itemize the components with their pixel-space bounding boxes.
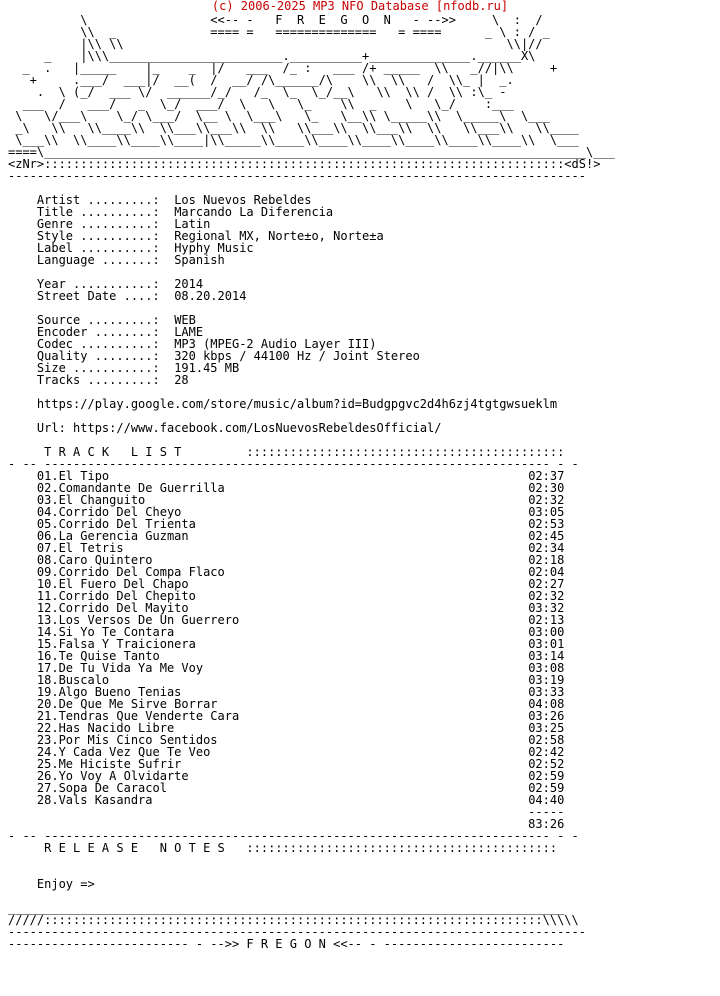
logo-art-line: ___ / ___/ _ \_/ ___/ \ \ \_ \\ _ \ \_/ :___: [8, 97, 514, 111]
logo-art-line: \ \/___\ \_/ \___/ \__ \ \___\ \_ \__\\ \_____\\ \_____\ \___: [8, 109, 550, 123]
track-title: 11.Corrido Del Chepito: [36, 589, 196, 603]
track-duration: 02:32: [528, 493, 565, 507]
logo-art-line: |\\ \\ \\|//: [8, 37, 543, 51]
track-title: 24.Y Cada Vez Que Te Veo: [36, 745, 211, 759]
track-title: 21.Tendras Que Venderte Cara: [36, 709, 240, 723]
footer-art-line: --------------------------------------------------------------------------------: [8, 925, 586, 939]
track-duration: 02:42: [528, 745, 565, 759]
track-title: 25.Me Hiciste Sufrir: [36, 757, 182, 771]
release-notes-header: R E L E A S E N O T E S :::::::::::::::::::::::::::::::::::::::::::: [8, 841, 558, 855]
logo-art-line: _ . |_____ |_ _ |/ ___ /_ : ___ /+ _____ \\ _//|\\ +: [8, 61, 558, 75]
track-duration: 03:05: [528, 505, 565, 519]
info-value-codec: MP3 (MPEG-2 Audio Layer III): [174, 337, 377, 351]
track-title: 22.Has Nacido Libre: [36, 721, 175, 735]
info-label-size: Size ...........:: [36, 361, 175, 375]
footer-art-line: /////:::::::::::::::::::::::::::::::::::::::::::::::::::::::::::::::::::::\\\\\: [8, 913, 579, 927]
info-label-artist: Artist .........:: [36, 193, 175, 207]
track-title: 17.De Tu Vida Ya Me Voy: [36, 661, 204, 675]
track-duration: 03:26: [528, 709, 565, 723]
info-label-tracks: Tracks .........:: [36, 373, 175, 387]
total-separator: -----: [528, 805, 565, 819]
release-notes-text: Enjoy =>: [36, 877, 95, 891]
track-duration: 03:33: [528, 685, 565, 699]
track-duration: 03:08: [528, 661, 565, 675]
track-duration: 02:04: [528, 565, 565, 579]
track-duration: 02:32: [528, 589, 565, 603]
logo-art-line: . \ (_/ ___ \/ ______/_/ /_ \_ \_/__\ \\ \\ / \\ :\_ -: [8, 85, 507, 99]
nfo-text: [8, 14, 615, 950]
nfo-line: [8, 841, 557, 855]
site-credit: (c) 2006-2025 MP3 NFO Database [nfodb.ru]: [211, 0, 509, 13]
info-label-genre: Genre ..........:: [36, 217, 175, 231]
total-time: 83:26: [528, 817, 565, 831]
track-title: 12.Corrido Del Mayito: [36, 601, 189, 615]
track-title: 08.Caro Quintero: [36, 553, 153, 567]
info-value-street-date: 08.20.2014: [174, 289, 247, 303]
track-title: 19.Algo Bueno Tenias: [36, 685, 182, 699]
info-value-year: 2014: [174, 277, 204, 291]
track-title: 07.El Tetris: [36, 541, 124, 555]
info-value-language: Spanish: [174, 253, 225, 267]
info-label-encoder: Encoder ........:: [36, 325, 175, 339]
track-duration: 02:37: [528, 469, 565, 483]
tracklist-header: T R A C K L I S T ::::::::::::::::::::::::::::::::::::::::::::: [8, 445, 565, 459]
track-title: 18.Buscalo: [36, 673, 110, 687]
logo-art-line: _ |\\\________________________.__________+______________.______X\: [8, 49, 536, 63]
track-title: 15.Falsa Y Traicionera: [36, 637, 196, 651]
track-duration: 02:30: [528, 481, 565, 495]
track-duration: 02:58: [528, 733, 565, 747]
info-value-label: Hyphy Music: [174, 241, 254, 255]
info-label-codec: Codec ..........:: [36, 337, 175, 351]
track-title: 10.El Fuero Del Chapo: [36, 577, 189, 591]
store-link[interactable]: https://play.google.com/store/music/album?id=Budgpgvc2d4h6zj4tgtgwsueklm: [36, 397, 558, 411]
nfo-line: [8, 253, 225, 267]
track-duration: 02:52: [528, 757, 565, 771]
nfo-line: [8, 937, 564, 951]
info-value-genre: Latin: [174, 217, 211, 231]
nfo-line: [8, 169, 586, 183]
track-duration: 03:00: [528, 625, 565, 639]
track-title: 06.La Gerencia Guzman: [36, 529, 189, 543]
footer-signature: ------------------------- - -->> F R E G O N <<-- - -------------------------: [8, 937, 565, 951]
track-duration: 03:32: [528, 601, 565, 615]
track-duration: 02:34: [528, 541, 565, 555]
section-divider: - -- ---------------------------------------------------------------------- - -: [8, 829, 579, 843]
info-label-year: Year ...........:: [36, 277, 175, 291]
track-title: 01.El Tipo: [36, 469, 110, 483]
track-title: 20.De Que Me Sirve Borrar: [36, 697, 218, 711]
info-value-source: WEB: [174, 313, 196, 327]
logo-art-line: <zNr>::::::::::::::::::::::::::::::::::::::::::::::::::::::::::::::::::::::::<dS!>: [8, 157, 601, 171]
info-label-quality: Quality ........:: [36, 349, 175, 363]
info-value-artist: Los Nuevos Rebeldes: [174, 193, 312, 207]
logo-art-line: --------------------------------------------------------------------------------: [8, 169, 586, 183]
track-duration: 04:08: [528, 697, 565, 711]
info-value-size: 191.45 MB: [174, 361, 240, 375]
info-label-style: Style ..........:: [36, 229, 175, 243]
track-title: 23.Por Mis Cinco Sentidos: [36, 733, 218, 747]
info-label-street-date: Street Date ....:: [36, 289, 175, 303]
info-value-tracks: 28: [174, 373, 189, 387]
track-duration: 02:13: [528, 613, 565, 627]
track-duration: 03:25: [528, 721, 565, 735]
track-duration: 02:27: [528, 577, 565, 591]
nfo-line: [8, 289, 246, 303]
info-label-label: Label ..........:: [36, 241, 175, 255]
track-title: 02.Comandante De Guerrilla: [36, 481, 225, 495]
info-value-quality: 320 kbps / 44100 Hz / Joint Stereo: [174, 349, 420, 363]
nfo-line: [8, 373, 189, 387]
track-title: 05.Corrido Del Trienta: [36, 517, 196, 531]
info-label-title: Title ..........:: [36, 205, 175, 219]
info-value-encoder: LAME: [174, 325, 204, 339]
info-label-source: Source .........:: [36, 313, 175, 327]
track-duration: 04:40: [528, 793, 565, 807]
track-title: 14.Si Yo Te Contara: [36, 625, 175, 639]
logo-art-line: \___\\ \\____\\____\\____|\\_____\\____\\____\\____\\____\\____\\____\\ \___: [8, 133, 579, 147]
track-duration: 02:53: [528, 517, 565, 531]
track-duration: 02:45: [528, 529, 565, 543]
logo-art-line: _\ \\ \\____\\ \\___\\___\\ \\ \\___\\ \\___\\ \\ \\___\\ \\____: [8, 121, 579, 135]
facebook-link[interactable]: https://www.facebook.com/LosNuevosRebeldesOfficial/: [73, 421, 442, 435]
track-duration: 03:19: [528, 673, 565, 687]
info-value-style: Regional MX, Norte±o, Norte±a: [174, 229, 384, 243]
nfo-line: [8, 877, 95, 891]
track-duration: 02:59: [528, 781, 565, 795]
track-duration: 02:18: [528, 553, 565, 567]
track-title: 04.Corrido Del Cheyo: [36, 505, 182, 519]
track-duration: 03:01: [528, 637, 565, 651]
info-value-title: Marcando La Diferencia: [174, 205, 334, 219]
section-divider: - -- ---------------------------------------------------------------------- - -: [8, 457, 579, 471]
logo-art-line: \\ _ ==== = ============== = ==== _ \ : / _: [8, 25, 550, 39]
nfo-line: [8, 421, 442, 435]
track-title: 03.El Changuito: [36, 493, 146, 507]
logo-art-line: \ <<-- - F R E G O N - -->> \ : /: [8, 13, 543, 27]
track-title: 28.Vals Kasandra: [36, 793, 153, 807]
logo-art-line: ====\___________________________________________________________________________\___: [8, 145, 615, 159]
track-title: 16.Te Quise Tanto: [36, 649, 160, 663]
footer-art-line: _____________________________________________________________________________: [8, 901, 565, 915]
track-duration: 03:14: [528, 649, 565, 663]
nfo-line: [8, 397, 557, 411]
info-label-language: Language .......:: [36, 253, 175, 267]
logo-art-line: + .___/ ___|/ __( / __/ /\______/\ \\ \\ / \\_ | _.: [8, 73, 514, 87]
track-title: 09.Corrido Del Compa Flaco: [36, 565, 225, 579]
url-label: Url:: [36, 421, 74, 435]
track-title: 13.Los Versos De Un Guerrero: [36, 613, 240, 627]
track-duration: 02:59: [528, 769, 565, 783]
track-title: 27.Sopa De Caracol: [36, 781, 167, 795]
track-title: 26.Yo Voy A Olvidarte: [36, 769, 189, 783]
